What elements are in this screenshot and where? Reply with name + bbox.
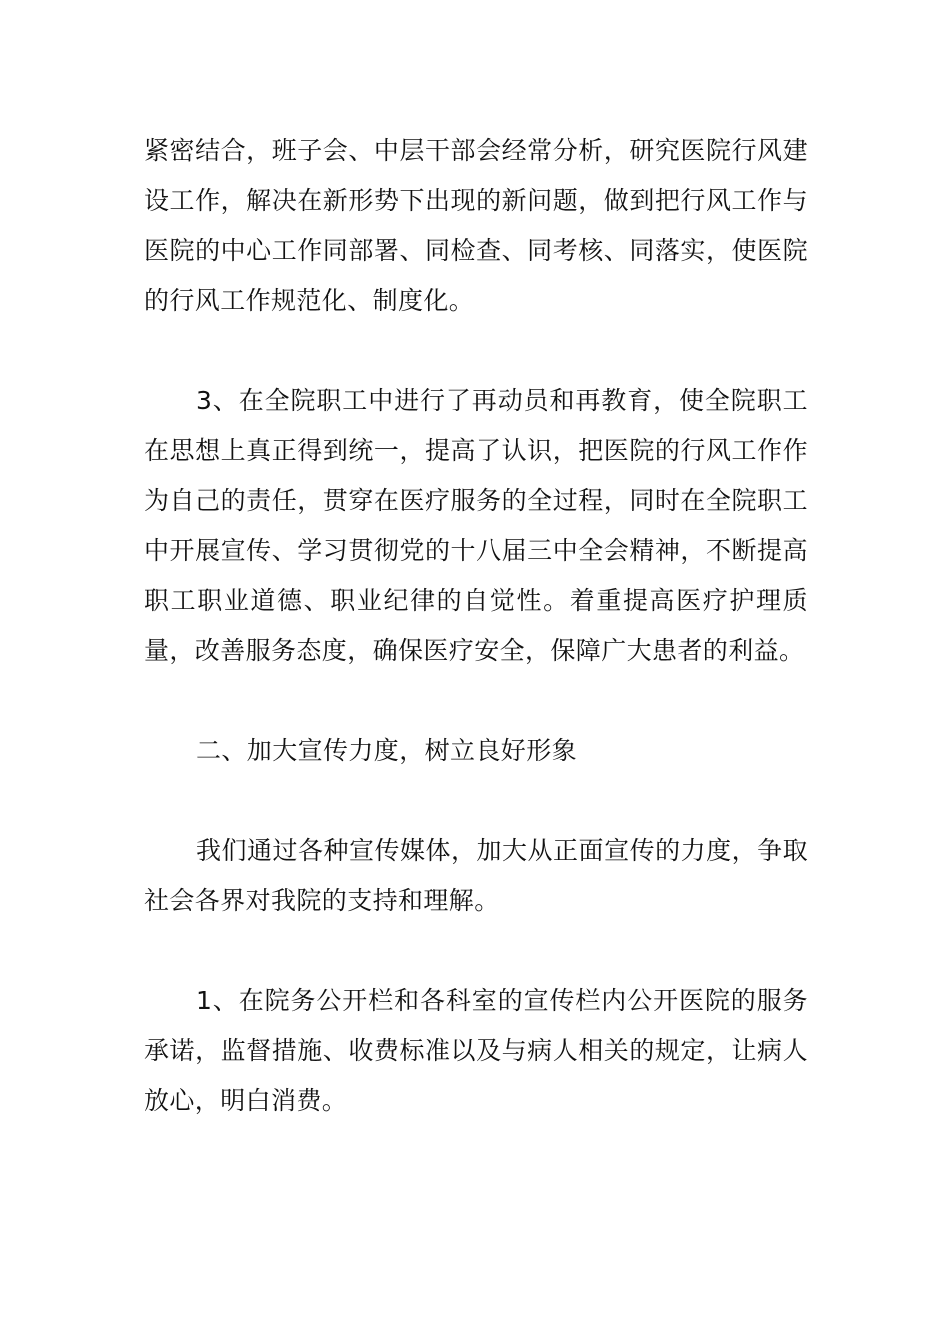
document-body bbox=[144, 126, 808, 1126]
paragraph-continuation: 紧密结合，班子会、中层干部会经常分析，研究医院行风建设工作，解决在新形势下出现的新问题，做到把行风工作与医院的中心工作同部署、同检查、同考核、同落实，使医院的行风工作规范化、制度化。 bbox=[144, 136, 808, 315]
paragraph-section-intro: 我们通过各种宣传媒体，加大从正面宣传的力度，争取社会各界对我院的支持和理解。 bbox=[144, 836, 808, 915]
section-heading-2: 二、加大宣传力度，树立良好形象 bbox=[196, 736, 578, 765]
paragraph-item-1: 1、在院务公开栏和各科室的宣传栏内公开医院的服务承诺，监督措施、收费标准以及与病人相关的规定，让病人放心，明白消费。 bbox=[144, 986, 808, 1115]
paragraph-item-3: 3、在全院职工中进行了再动员和再教育，使全院职工在思想上真正得到统一，提高了认识，把医院的行风工作作为自己的责任，贯穿在医疗服务的全过程，同时在全院职工中开展宣传、学习贯彻党的十八届三中全会精神，不断提高职工职业道德、职业纪律的自觉性。着重提高医疗护理质量，改善服务态度，确保医疗安全，保障广大患者的利益。 bbox=[144, 386, 808, 665]
